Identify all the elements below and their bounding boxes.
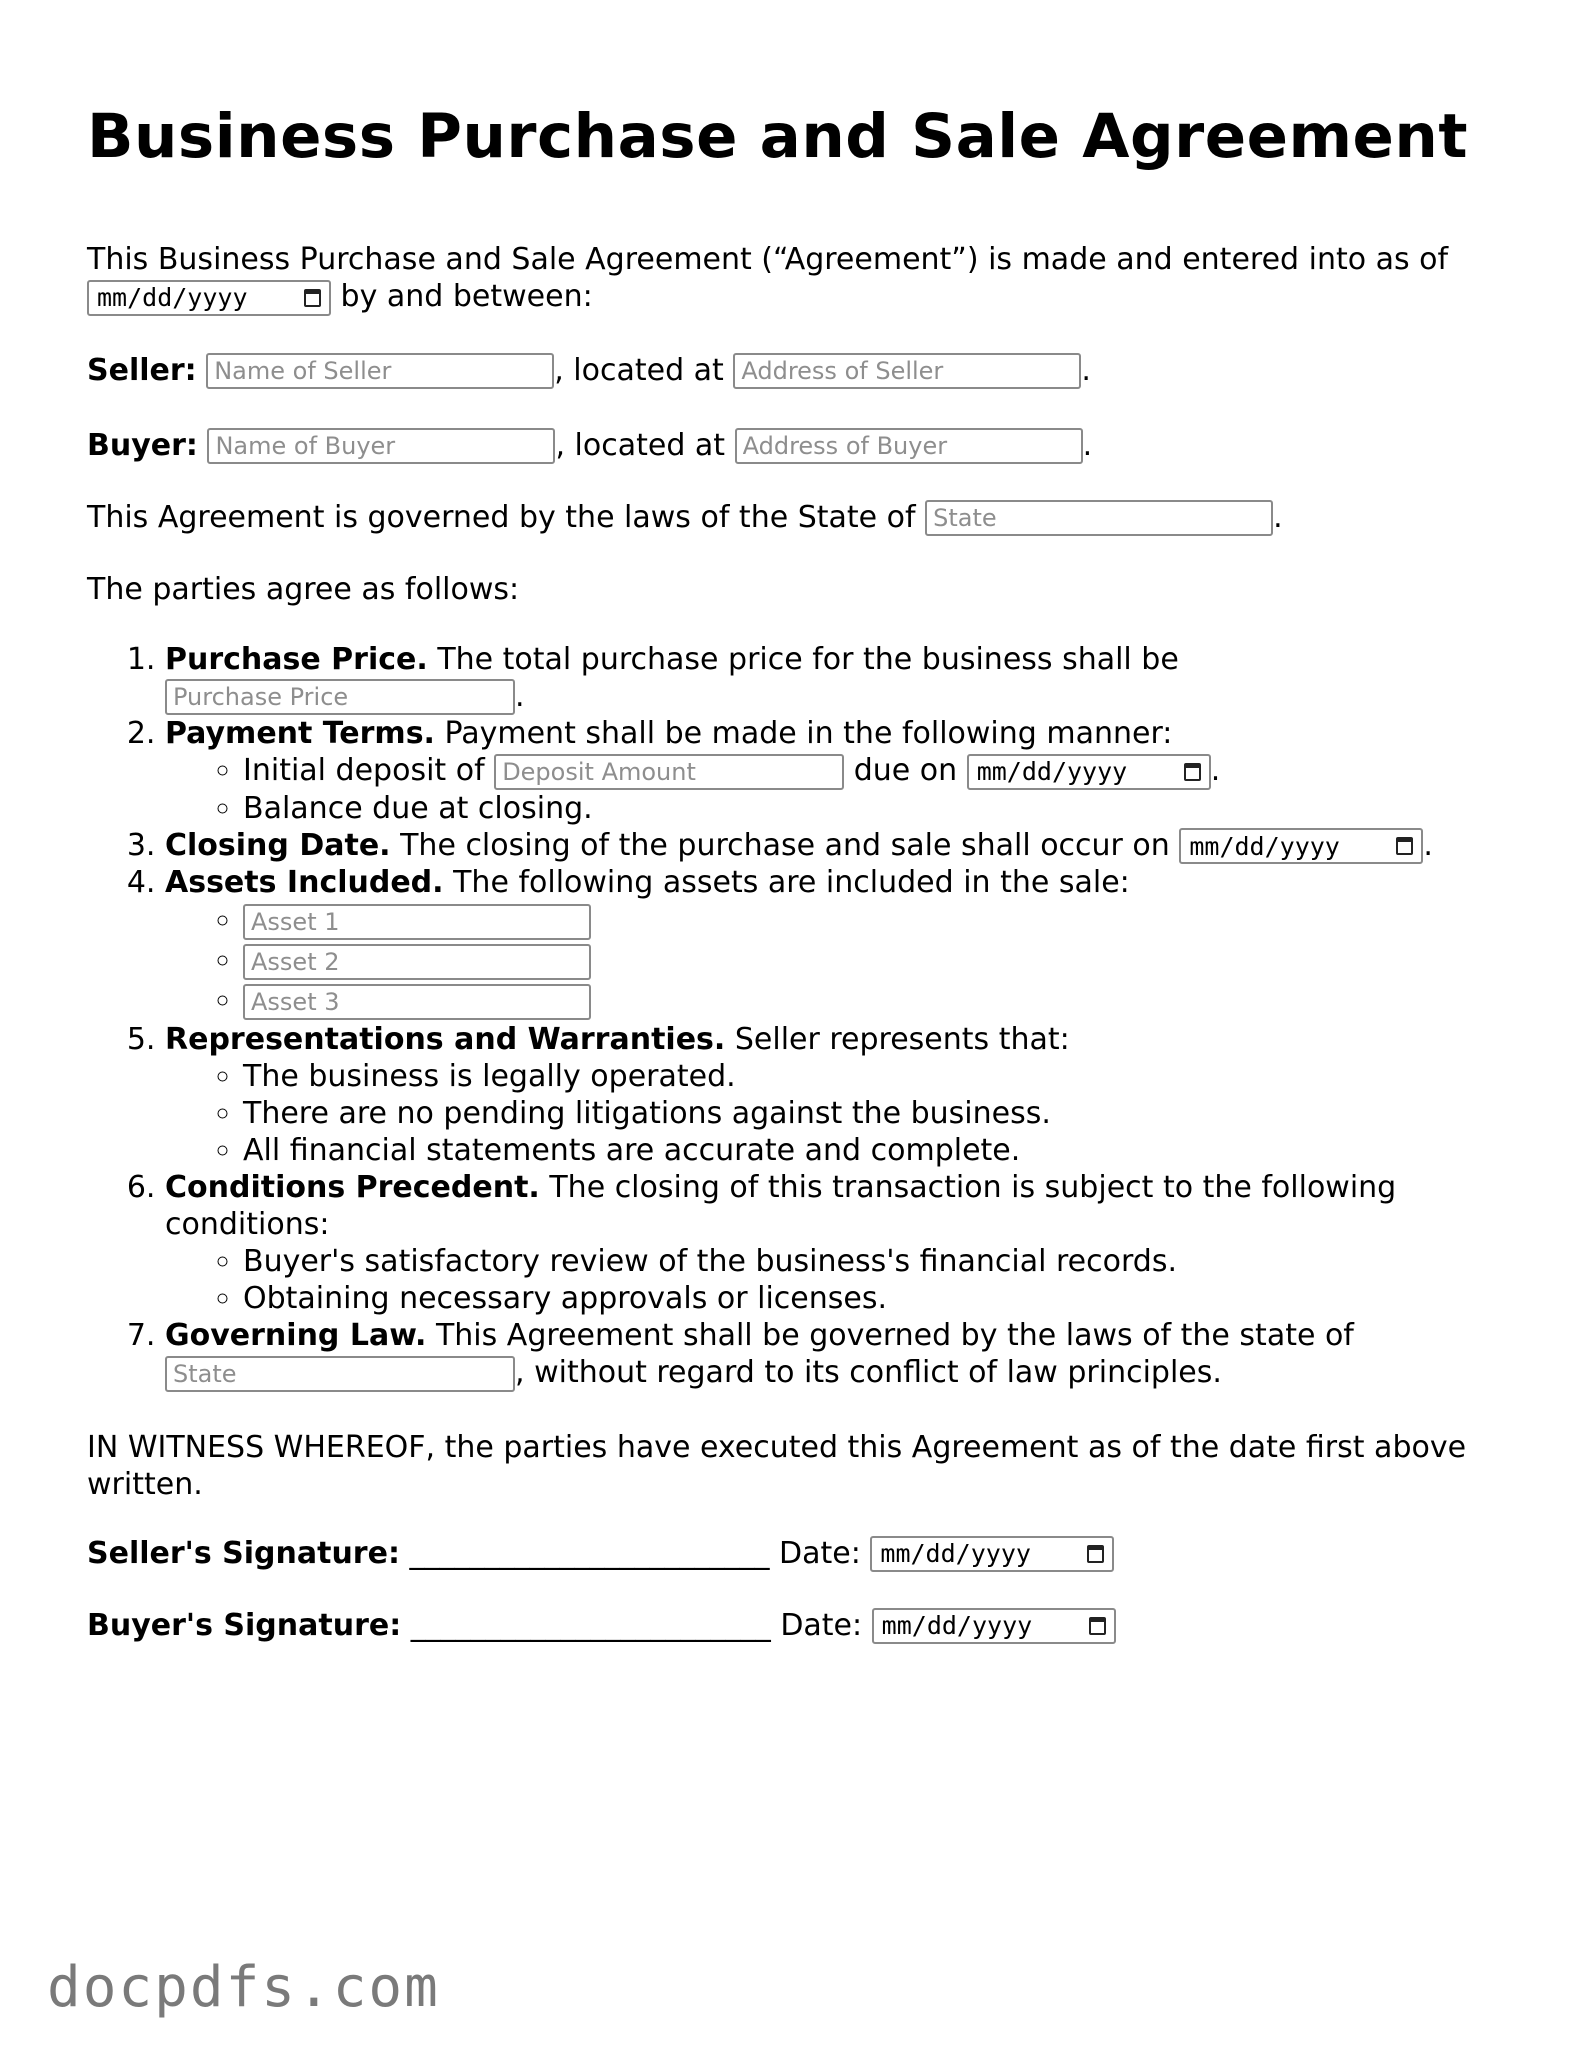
deposit-due-date-input[interactable] — [967, 754, 1211, 790]
payment-terms-list — [165, 752, 1507, 827]
clause-heading: Closing Date. — [165, 827, 391, 863]
buyer-address-input[interactable] — [735, 428, 1083, 464]
list-item — [243, 901, 1507, 941]
seller-signature-line — [87, 1533, 1507, 1575]
calendar-icon[interactable] — [1089, 1617, 1106, 1635]
page-title: Business Purchase and Sale Agreement — [87, 101, 1468, 172]
clause-text: The closing of the purchase and sale shall occur on — [400, 827, 1170, 863]
clause-purchase-price — [165, 641, 1507, 716]
date-label: Date: — [780, 1607, 863, 1643]
list-item: ◦ There are no pending litigations against the business. — [243, 1095, 1507, 1132]
clause-heading: Purchase Price. — [165, 641, 428, 677]
closing-date-input[interactable] — [1179, 828, 1423, 864]
buyer-signature-line — [87, 1605, 1507, 1647]
intro-paragraph — [87, 241, 1507, 316]
governed-state-input[interactable] — [925, 500, 1273, 536]
clause-heading: Payment Terms. — [165, 716, 435, 752]
governed-line — [87, 498, 1507, 538]
clause-assets — [165, 864, 1507, 1021]
clause-representations — [165, 1021, 1507, 1169]
date-placeholder: mm/dd/yyyy — [1189, 831, 1340, 861]
deposit-item — [243, 752, 1507, 790]
seller-signature-date-input[interactable] — [870, 1536, 1114, 1572]
buyer-signature-date-input[interactable] — [872, 1608, 1116, 1644]
agreement-document — [87, 100, 1507, 1647]
governed-text: This Agreement is governed by the laws of the State of — [87, 499, 916, 535]
asset-2-input[interactable] — [243, 944, 591, 980]
list-item: ◦ The business is legally operated. — [243, 1058, 1507, 1095]
date-placeholder: mm/dd/yyyy — [97, 283, 248, 313]
governed-end: . — [1273, 499, 1283, 535]
clause-governing-law — [165, 1317, 1507, 1392]
list-item — [243, 981, 1507, 1021]
conditions-list — [165, 1243, 1507, 1317]
representations-list — [165, 1058, 1507, 1169]
witness-paragraph: IN WITNESS WHEREOF, the parties have executed this Agreement as of the date first above written. — [87, 1429, 1467, 1502]
seller-signature-label: Seller's Signature: — [87, 1535, 400, 1571]
seller-address-input[interactable] — [733, 353, 1081, 389]
intro-text: This Business Purchase and Sale Agreement (“Agreement”) is made and entered into as of — [87, 242, 1449, 278]
clause-text: The total purchase price for the business shall be — [437, 641, 1179, 677]
calendar-icon[interactable] — [1396, 837, 1413, 855]
agree-text: The parties agree as follows: — [87, 571, 520, 607]
list-item — [243, 941, 1507, 981]
buyer-name-input[interactable] — [207, 428, 555, 464]
governing-law-state-input[interactable] — [165, 1356, 515, 1392]
calendar-icon[interactable] — [304, 289, 321, 307]
seller-located-text: , located at — [554, 352, 724, 388]
clause-heading: Representations and Warranties. — [165, 1022, 726, 1058]
clause-end: . — [1210, 753, 1221, 789]
list-item: ◦ Obtaining necessary approvals or licenses. — [243, 1280, 1507, 1317]
clause-text: The following assets are included in the sale: — [453, 865, 1130, 901]
signature-line[interactable]: ________________________ — [410, 1607, 771, 1643]
buyer-signature-label: Buyer's Signature: — [87, 1607, 402, 1643]
buyer-label: Buyer: — [87, 427, 198, 463]
seller-line — [87, 351, 1507, 391]
date-label: Date: — [779, 1535, 861, 1571]
due-text: due on — [853, 753, 958, 789]
footer-watermark: docpdfs.com — [47, 1955, 440, 2020]
governing-law-after: , without regard to its conflict of law principles. — [515, 1355, 1222, 1391]
calendar-icon[interactable] — [1184, 763, 1201, 781]
intro-text-after: by and between: — [340, 279, 593, 315]
deposit-text: Initial deposit of — [243, 753, 485, 789]
clause-text: The closing of this transaction is subject to the following conditions: — [165, 1170, 1397, 1243]
clause-payment-terms — [165, 715, 1507, 827]
purchase-price-input[interactable] — [165, 679, 515, 715]
buyer-located-text: , located at — [555, 427, 726, 463]
signature-line[interactable]: ________________________ — [409, 1535, 770, 1571]
deposit-amount-input[interactable] — [494, 754, 844, 790]
asset-3-input[interactable] — [243, 984, 591, 1020]
list-item: ◦ Buyer's satisfactory review of the business's financial records. — [243, 1243, 1507, 1280]
asset-1-input[interactable] — [243, 904, 591, 940]
seller-end: . — [1081, 352, 1091, 388]
clause-text: Payment shall be made in the following manner: — [444, 716, 1173, 752]
clause-end: . — [515, 678, 525, 714]
clause-conditions — [165, 1169, 1507, 1317]
clause-closing-date — [165, 827, 1507, 865]
clause-end: . — [1423, 827, 1433, 863]
seller-name-input[interactable] — [206, 353, 554, 389]
clause-heading: Governing Law. — [165, 1318, 427, 1354]
buyer-end: . — [1082, 427, 1093, 463]
calendar-icon[interactable] — [1087, 1545, 1104, 1563]
date-placeholder: mm/dd/yyyy — [880, 1539, 1031, 1569]
clause-text: Seller represents that: — [734, 1022, 1070, 1058]
balance-item: ◦ Balance due at closing. — [243, 790, 1507, 827]
buyer-line — [87, 426, 1507, 466]
clause-text: This Agreement shall be governed by the laws of the state of — [435, 1318, 1354, 1354]
list-item: ◦ All financial statements are accurate and complete. — [243, 1132, 1507, 1169]
clause-list — [87, 641, 1507, 1392]
date-placeholder: mm/dd/yyyy — [976, 757, 1128, 787]
assets-list — [165, 901, 1507, 1021]
clause-heading: Assets Included. — [165, 865, 444, 901]
clause-heading: Conditions Precedent. — [165, 1170, 540, 1206]
seller-label: Seller: — [87, 352, 197, 388]
date-placeholder: mm/dd/yyyy — [881, 1611, 1033, 1641]
agreement-date-input[interactable] — [87, 280, 331, 316]
